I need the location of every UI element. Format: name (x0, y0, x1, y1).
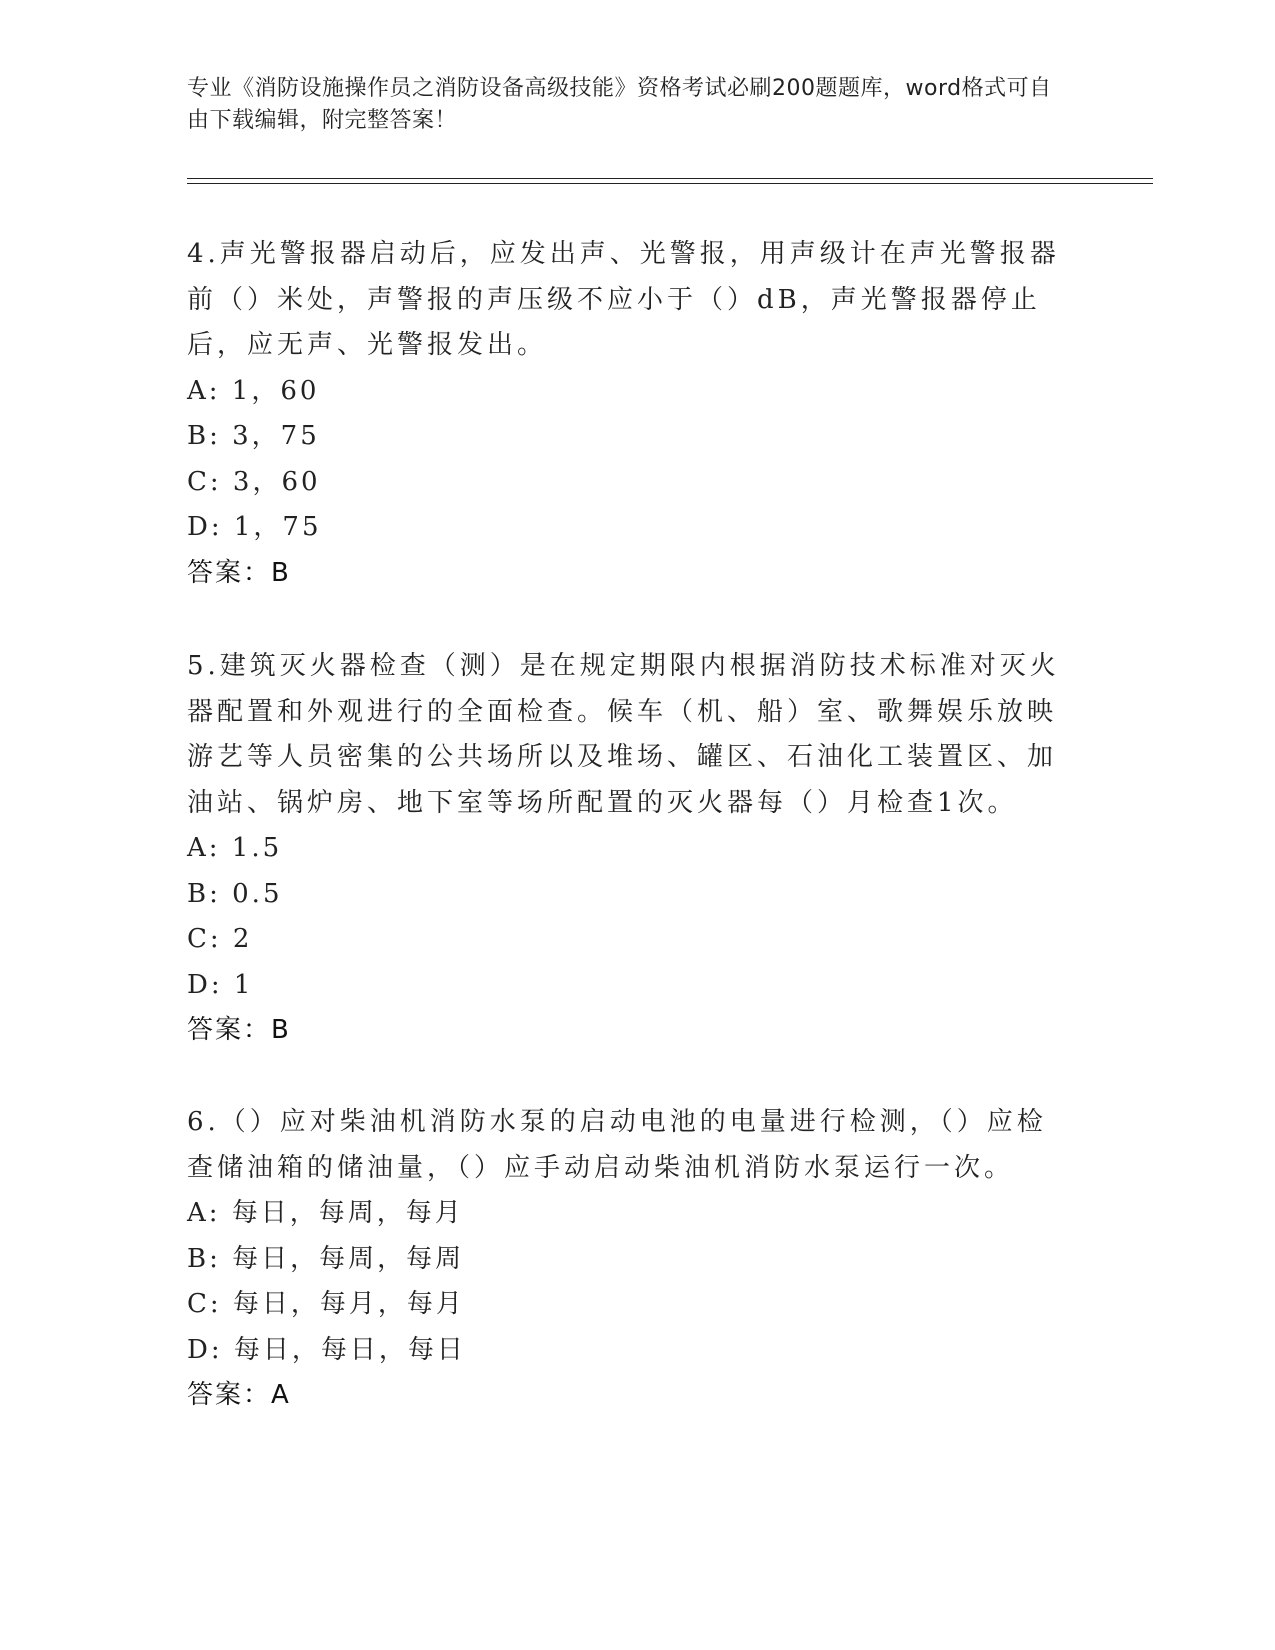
question-stem: 5.建筑灭火器检查（测）是在规定期限内根据消防技术标准对灭火器配置和外观进行的全面检查。候车（机、船）室、歌舞娱乐放映游艺等人员密集的公共场所以及堆场、罐区、石油化工装置区、加油站、锅炉房、地下室等场所配置的灭火器每（）月检查1次。 (187, 651, 1060, 818)
header-divider-top (187, 178, 1153, 179)
option-c: C: 每日，每月，每月 (187, 1289, 465, 1319)
option-a: A: 1，60 (187, 375, 320, 406)
question-block (187, 1100, 1067, 1419)
option-b: B: 0.5 (187, 878, 283, 909)
answer-line: 答案：B (187, 557, 291, 588)
option-d: D: 每日，每日，每日 (187, 1334, 466, 1365)
option-d: D: 1，75 (187, 512, 322, 542)
option-b: B: 每日，每周，每周 (187, 1243, 465, 1274)
option-a: A: 1.5 (187, 833, 283, 863)
question-block (187, 644, 1067, 1054)
option-d: D: 1 (187, 969, 254, 1000)
option-c: C: 3，60 (187, 466, 321, 497)
option-a: A: 每日，每周，每月 (187, 1198, 464, 1228)
question-stem: 4.声光警报器启动后，应发出声、光警报，用声级计在声光警报器前（）米处，声警报的声压级不应小于（）dB，声光警报器停止后，应无声、光警报发出。 (187, 239, 1060, 360)
question-block (187, 232, 1067, 596)
option-b: B: 3，75 (187, 421, 320, 451)
document-header: 专业《消防设施操作员之消防设备高级技能》资格考试必刷200题题库，word格式可自由下载编辑，附完整答案！ (187, 76, 1052, 133)
answer-line: 答案：A (187, 1380, 291, 1410)
header-divider-bottom (187, 183, 1153, 184)
answer-line: 答案：B (187, 1015, 291, 1045)
option-c: C: 2 (187, 924, 253, 954)
question-stem: 6.（）应对柴油机消防水泵的启动电池的电量进行检测，（）应检查储油箱的储油量，（）应手动启动柴油机消防水泵运行一次。 (187, 1107, 1047, 1183)
